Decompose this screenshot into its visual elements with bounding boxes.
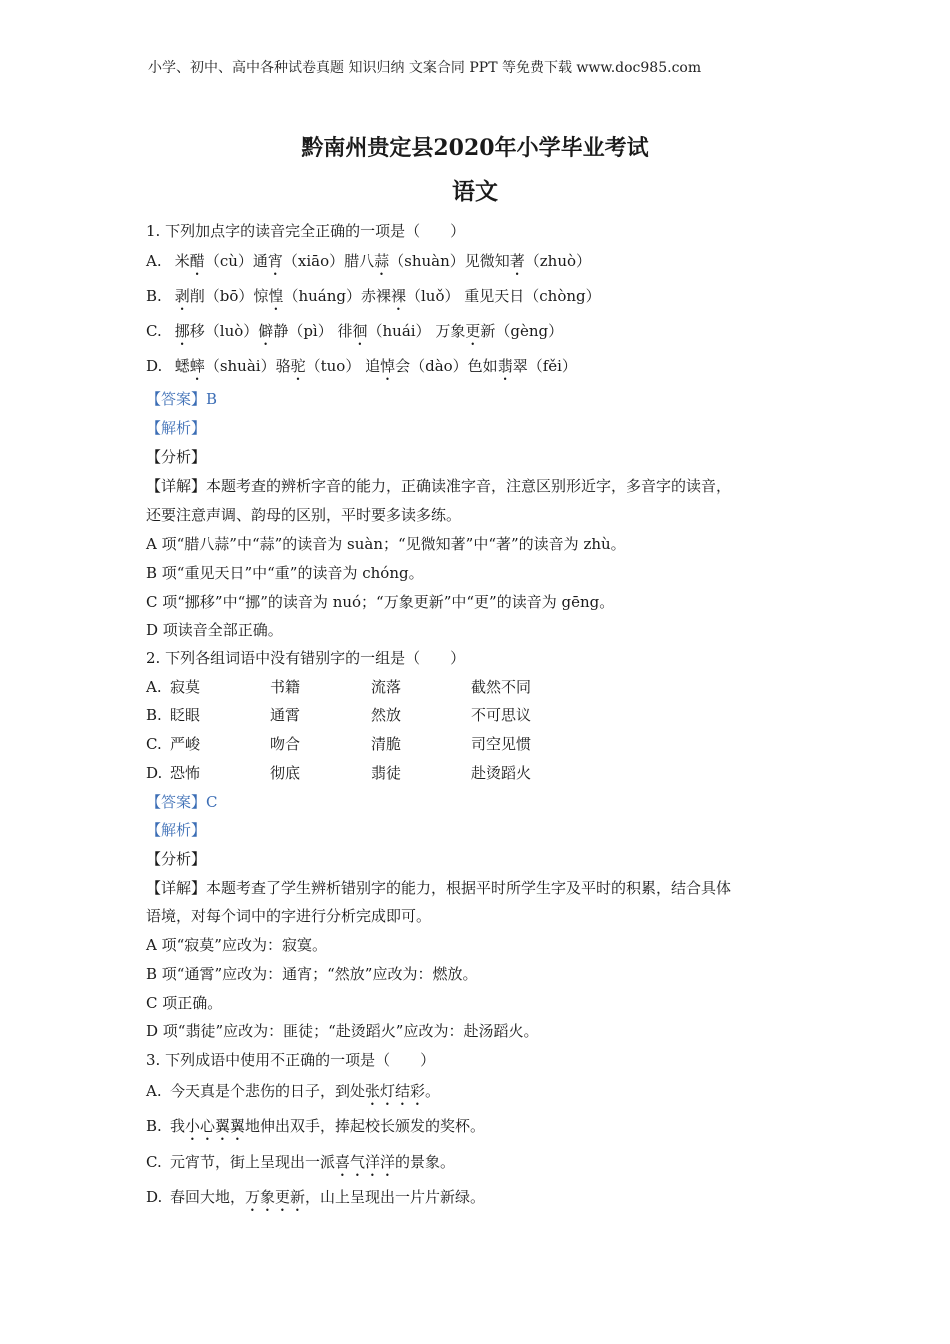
option-label: A. [146, 252, 162, 270]
q1-option-c: C. 挪移（luò）僻静（pì） 徘徊（huái） 万象更新（gèng） [146, 322, 564, 340]
dotted-char: 悼 [380, 357, 396, 375]
q2-explain-d: D 项“翡徒”应改为：匪徒；“赴烫蹈火”应改为：赴汤蹈火。 [146, 1022, 539, 1040]
option-label: C. [146, 322, 162, 340]
dotted-char: 蟀 [189, 357, 205, 375]
option-label: B. [146, 1117, 162, 1135]
q3-option-b: B. 我小心翼翼地伸出双手，捧起校长颁发的奖杯。 [146, 1117, 486, 1135]
q1-explain-b: B 项“重见天日”中“重”的读音为 chóng。 [146, 564, 424, 582]
q3-option-a: A. 今天真是个悲伤的日子，到处张灯结彩。 [146, 1082, 441, 1100]
dotted-idiom: 喜气洋洋 [335, 1153, 396, 1171]
q1-explain-c: C 项“挪移”中“挪”的读音为 nuó；“万象更新”中“更”的读音为 gēng。 [146, 593, 615, 611]
option-label: B. [146, 287, 162, 305]
dotted-char: 裸 [390, 287, 406, 305]
word: 流落 [371, 678, 402, 696]
option-label: A. [146, 1082, 162, 1100]
word: 赴烫蹈火 [471, 764, 532, 782]
option-label: D. [146, 764, 163, 782]
dotted-char: 醋 [189, 252, 205, 270]
word: 清脆 [371, 735, 402, 753]
word: 然放 [371, 706, 402, 724]
q3-option-d: D. 春回大地，万象更新，山上呈现出一片片新绿。 [146, 1188, 486, 1206]
q2-explain-b: B 项“通霄”应改为：通宵；“然放”应改为：燃放。 [146, 965, 478, 983]
option-label: C. [146, 735, 162, 753]
dotted-char: 著 [509, 252, 525, 270]
dotted-char: 惶 [268, 287, 284, 305]
word: 吻合 [270, 735, 301, 753]
document-title: 黔南州贵定县2020年小学毕业考试 [301, 135, 649, 161]
option-label: D. [146, 357, 163, 375]
q3-option-c: C. 元宵节，街上呈现出一派喜气洋洋的景象。 [146, 1153, 456, 1171]
word: 不可思议 [471, 706, 532, 724]
q1-option-d: D. 蟋蟀（shuài）骆驼（tuo） 追悼会（dào）色如翡翠（fěi） [146, 357, 577, 375]
q1-detail-line-2: 还要注意声调、韵母的区别，平时要多读多练。 [146, 506, 462, 524]
q3-stem: 3. 下列成语中使用不正确的一项是（ ） [146, 1051, 436, 1069]
word: 彻底 [270, 764, 301, 782]
q2-stem: 2. 下列各组词语中没有错别字的一组是（ ） [146, 649, 466, 667]
word: 司空见惯 [471, 735, 532, 753]
dotted-char: 翡 [497, 357, 513, 375]
dotted-char: 宵 [267, 252, 283, 270]
answer-text: 【答案】B [146, 390, 218, 408]
option-label: D. [146, 1188, 163, 1206]
dotted-char: 僻 [258, 322, 274, 340]
dotted-char: 挪 [174, 322, 190, 340]
dotted-char: 徊 [352, 322, 368, 340]
dotted-idiom: 张灯结彩 [365, 1082, 426, 1100]
option-label: C. [146, 1153, 162, 1171]
q2-detail-line-1: 【详解】本题考查了学生辨析错别字的能力，根据平时所学生字及平时的积累，结合具体 [146, 879, 732, 897]
option-label: B. [146, 706, 162, 724]
dotted-char: 剥 [174, 287, 190, 305]
page-header-text: 小学、初中、高中各种试卷真题 知识归纳 文案合同 PPT 等免费下载 www.doc985.com [148, 60, 702, 76]
word: 寂莫 [170, 678, 201, 696]
q1-explain-a: A 项“腊八蒜”中“蒜”的读音为 suàn；“见微知著”中“著”的读音为 zhù。 [146, 535, 626, 553]
dotted-char: 驼 [290, 357, 306, 375]
dotted-char: 蒜 [374, 252, 390, 270]
q2-detail-line-2: 语境，对每个词中的字进行分析完成即可。 [146, 907, 432, 925]
q1-explain-d: D 项读音全部正确。 [146, 621, 283, 639]
dotted-char: 更 [465, 322, 481, 340]
word: 翡徒 [371, 764, 402, 782]
word: 严峻 [170, 735, 201, 753]
q2-analysis-label: 【解析】 [146, 821, 207, 839]
word: 截然不同 [471, 678, 532, 696]
q1-option-a: A. 米醋（cù）通宵（xiāo）腊八蒜（shuàn）见微知著（zhuò） [146, 252, 592, 270]
q2-fenxi: 【分析】 [146, 850, 207, 868]
q1-detail-line-1: 【详解】本题考查的辨析字音的能力，正确读准字音，注意区别形近字，多音字的读音， [146, 477, 732, 495]
word: 眨眼 [170, 706, 201, 724]
option-label: A. [146, 678, 162, 696]
dotted-idiom: 小心翼翼 [185, 1117, 246, 1135]
q1-fenxi: 【分析】 [146, 448, 207, 466]
word: 恐怖 [170, 764, 201, 782]
word: 书籍 [270, 678, 301, 696]
q1-option-b: B. 剥削（bō）惊惶（huáng）赤裸裸（luǒ） 重见天日（chòng） [146, 287, 601, 305]
q1-analysis-label: 【解析】 [146, 419, 207, 437]
answer-text: 【答案】C [146, 793, 218, 811]
subject-title: 语文 [452, 178, 498, 205]
q2-explain-a: A 项“寂莫”应改为：寂寞。 [146, 936, 327, 954]
q2-explain-c: C 项正确。 [146, 994, 223, 1012]
word: 通霄 [270, 706, 301, 724]
dotted-idiom: 万象更新 [245, 1188, 306, 1206]
q1-answer [146, 389, 217, 409]
q1-stem: 1. 下列加点字的读音完全正确的一项是（ ） [146, 222, 466, 240]
q2-answer [146, 792, 217, 812]
